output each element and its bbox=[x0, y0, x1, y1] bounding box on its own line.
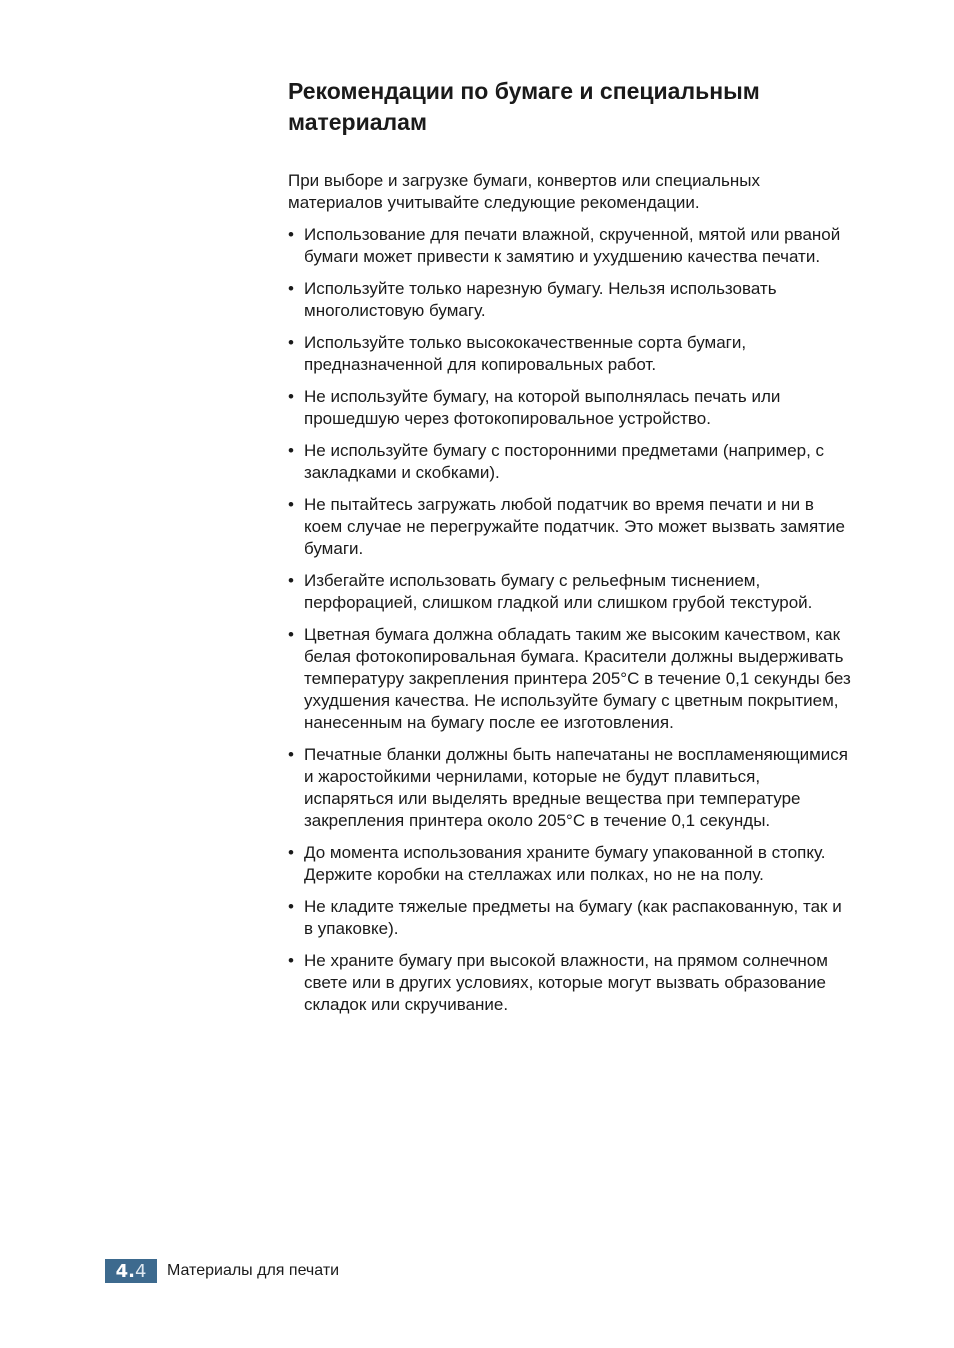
list-item-text: Используйте только нарезную бумагу. Нельзя использовать многолистовую бумагу. bbox=[304, 279, 777, 320]
list-item-text: Не используйте бумагу, на которой выполнялась печать или прошедшую через фотокопировальное устройство. bbox=[304, 387, 781, 428]
list-item-text: Не кладите тяжелые предметы на бумагу (как распакованную, так и в упаковке). bbox=[304, 897, 842, 938]
bullet: • bbox=[288, 951, 294, 970]
bullet: • bbox=[288, 625, 294, 644]
bullet: • bbox=[288, 441, 294, 460]
bullet: • bbox=[288, 571, 294, 590]
bullet: • bbox=[288, 279, 294, 298]
list-item bbox=[288, 332, 854, 376]
list-item-text: Не пытайтесь загружать любой податчик во время печати и ни в коем случае не перегружайте податчик. Это может вызвать замятие бумаги. bbox=[304, 495, 845, 558]
list-item-text: Цветная бумага должна обладать таким же высоким качеством, как белая фотокопировальная бумага. Красители должны выдерживать температуру закрепления принтера 205°C в течение 0,1 секунды без ухудшения качества. Не используйте бумагу с цветным покрытием, нанесенным на бумагу после ее изготовления. bbox=[304, 625, 851, 732]
list-item bbox=[288, 440, 854, 484]
list-item bbox=[288, 624, 854, 734]
list-item bbox=[288, 278, 854, 322]
list-item bbox=[288, 950, 854, 1016]
page-content bbox=[288, 76, 854, 1026]
bullet: • bbox=[288, 843, 294, 862]
intro-paragraph: При выборе и загрузке бумаги, конвертов или специальных материалов учитывайте следующие рекомендации. bbox=[288, 171, 760, 212]
bullet: • bbox=[288, 897, 294, 916]
footer-chapter-title: Материалы для печати bbox=[167, 1262, 340, 1279]
list-item-text: Не храните бумагу при высокой влажности, на прямом солнечном свете или в других условиях, которые могут вызвать образование складок или скручивание. bbox=[304, 951, 828, 1014]
bullet: • bbox=[288, 745, 294, 764]
list-item-text: Не используйте бумагу с посторонними предметами (например, с закладками и скобками). bbox=[304, 441, 825, 482]
list-item bbox=[288, 386, 854, 430]
list-item bbox=[288, 744, 854, 832]
bullet: • bbox=[288, 495, 294, 514]
list-item bbox=[288, 896, 854, 940]
list-item-text: До момента использования храните бумагу упакованной в стопку. Держите коробки на стеллажах или полках, но не на полу. bbox=[304, 843, 826, 884]
list-item bbox=[288, 842, 854, 886]
list-item-text: Использование для печати влажной, скрученной, мятой или рваной бумаги может привести к замятию и ухудшению качества печати. bbox=[304, 225, 841, 266]
bullet: • bbox=[288, 225, 294, 244]
list-item-text: Печатные бланки должны быть напечатаны не воспламеняющимися и жаростойкими чернилами, которые не будут плавиться, испаряться или выделять вредные вещества при температуре закрепления принтера около 205°C в течение 0,1 секунды. bbox=[304, 745, 849, 830]
bullet: • bbox=[288, 333, 294, 352]
list-item bbox=[288, 224, 854, 268]
page-footer bbox=[105, 1259, 339, 1283]
page-number-badge bbox=[105, 1259, 157, 1283]
recommendations-list bbox=[288, 224, 854, 1016]
chapter-number: 4. bbox=[115, 1260, 135, 1282]
list-item-text: Используйте только высококачественные сорта бумаги, предназначенной для копировальных работ. bbox=[304, 333, 747, 374]
page-number: 4 bbox=[134, 1260, 147, 1282]
list-item bbox=[288, 570, 854, 614]
list-item-text: Избегайте использовать бумагу с рельефным тиснением, перфорацией, слишком гладкой или слишком грубой текстурой. bbox=[304, 571, 813, 612]
bullet: • bbox=[288, 387, 294, 406]
page-title: Рекомендации по бумаге и специальным материалам bbox=[288, 78, 760, 135]
list-item bbox=[288, 494, 854, 560]
